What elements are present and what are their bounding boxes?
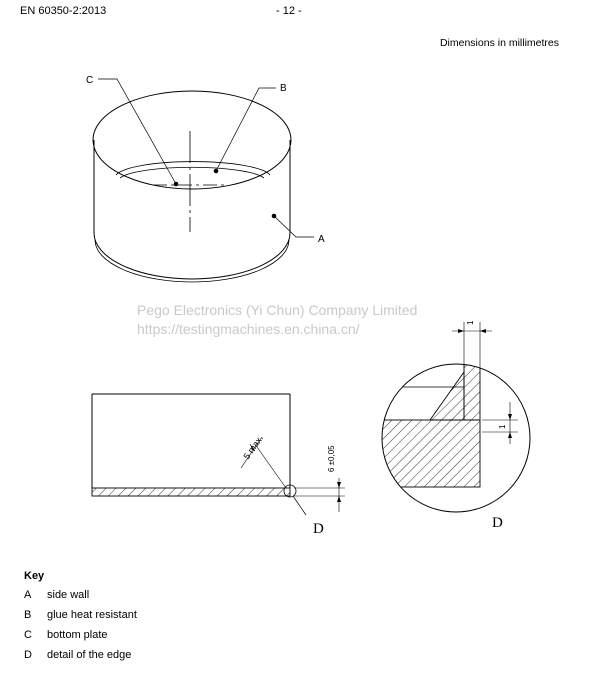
key-item [24, 589, 137, 609]
key-text: side wall [47, 589, 90, 601]
edge-detail-view [382, 322, 530, 512]
key-letter: A [24, 589, 32, 601]
key-item [24, 649, 137, 669]
key-legend [24, 570, 137, 669]
key-item [24, 609, 137, 629]
dimension-thickness: 6 ±0,05 [327, 445, 336, 472]
label-d-detail: D [492, 515, 503, 531]
key-letter: D [24, 649, 32, 661]
dimension-side-1: 1 [498, 424, 507, 429]
dimension-top-1: 1 [466, 320, 475, 325]
label-b: B [280, 83, 287, 94]
watermark-line-1: Pego Electronics (Yi Chun) Company Limited [137, 302, 418, 318]
label-a: A [318, 234, 325, 245]
key-letter: C [24, 629, 32, 641]
page-number: - 12 - [276, 5, 302, 17]
watermark-line-2: https://testingmachines.en.china.cn/ [137, 321, 360, 337]
label-d-section: D [313, 521, 324, 537]
key-title: Key [24, 570, 45, 582]
key-text: bottom plate [47, 629, 108, 641]
key-letter: B [24, 609, 32, 621]
section-view [92, 394, 345, 515]
dimension-5-max: 5 max. [241, 433, 266, 462]
key-text: glue heat resistant [47, 609, 137, 621]
cylinder-3d-view [93, 79, 314, 282]
dimensions-note: Dimensions in millimetres [439, 37, 559, 49]
key-item [24, 629, 137, 649]
standard-number: EN 60350-2:2013 [20, 5, 107, 17]
key-text: detail of the edge [47, 649, 132, 661]
label-c: C [86, 75, 94, 86]
